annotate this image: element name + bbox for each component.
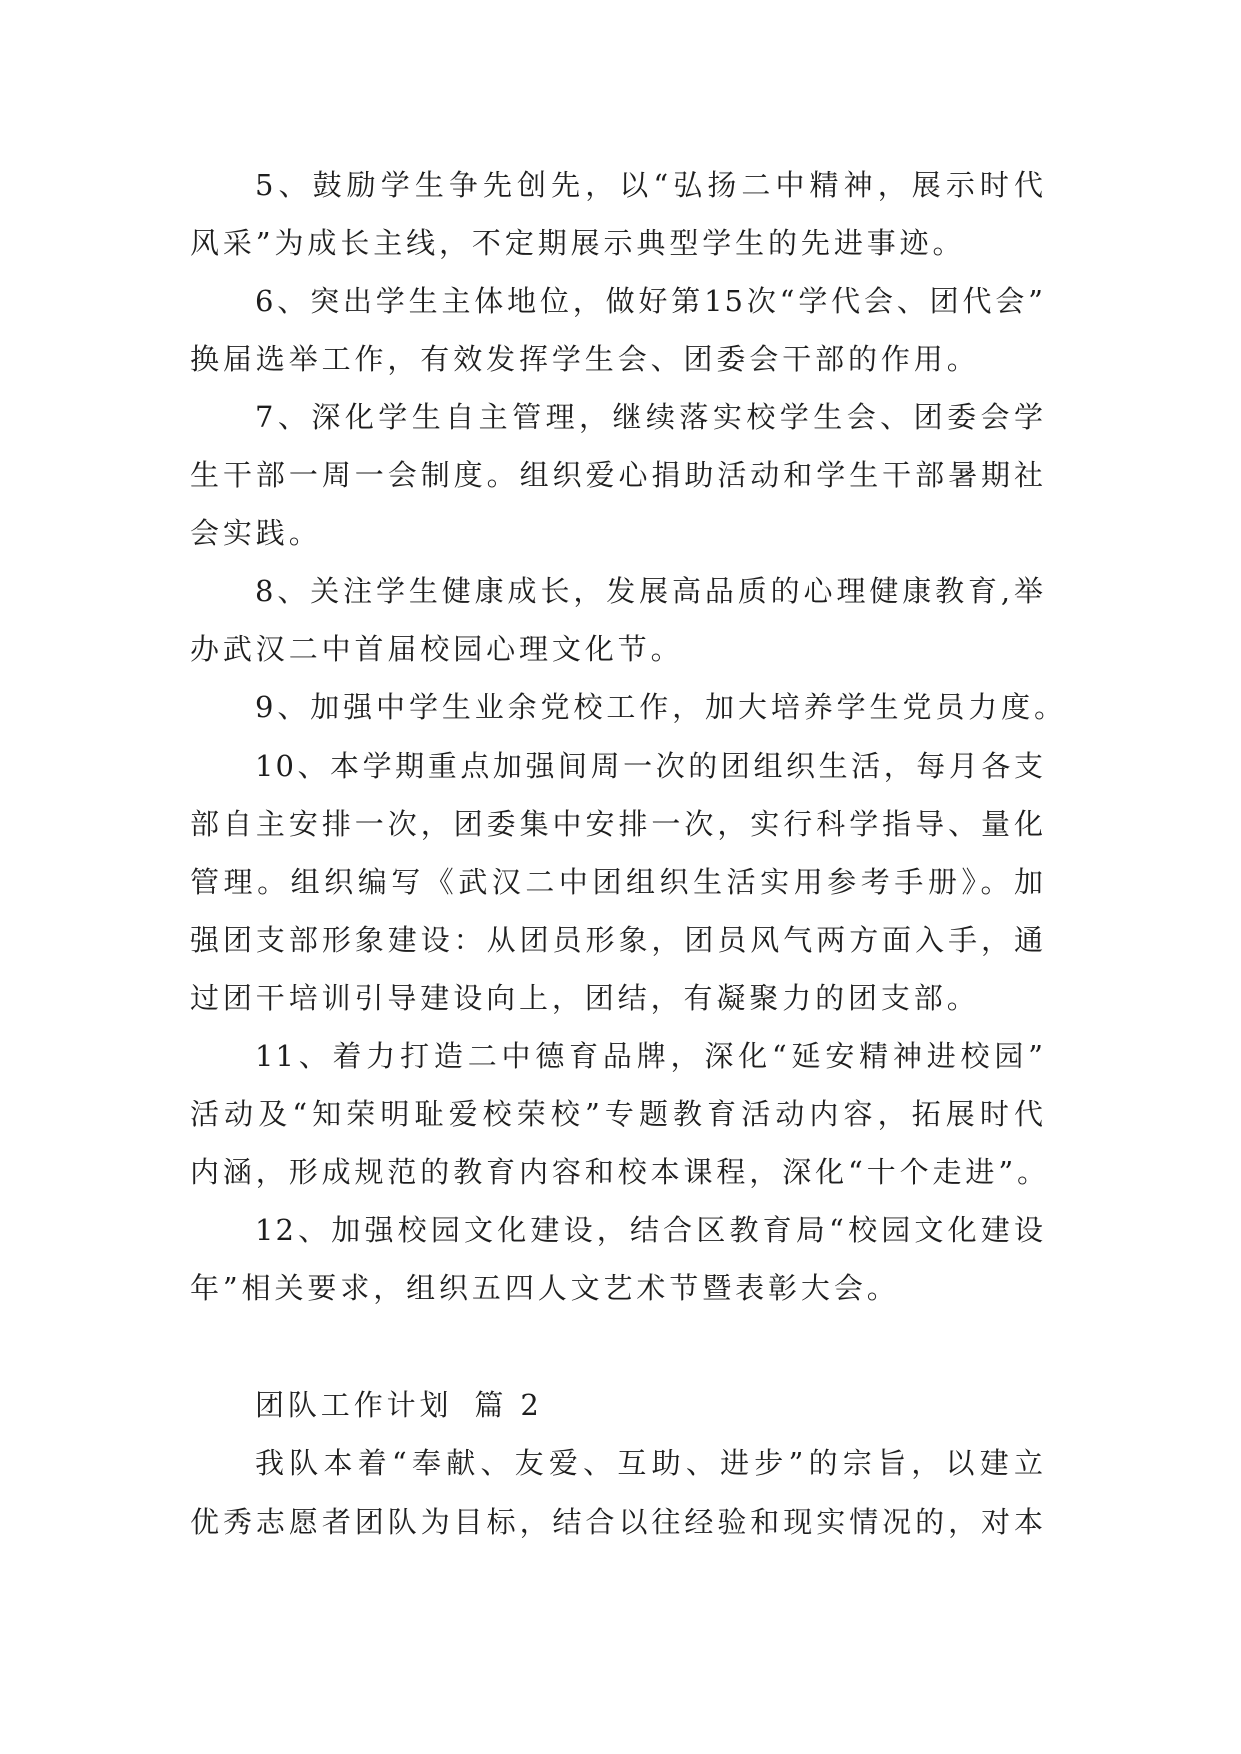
text-line: 年”相关要求，组织五四人文艺术节暨表彰大会。 [190,1271,900,1305]
text-line: 会实践。 [190,516,322,550]
text-line: 管理。组织编写《武汉二中团组织生活实用参考手册》。加 [190,865,1045,899]
text-line: 6、突出学生主体地位，做好第15次“学代会、团代会” [255,284,1045,318]
text-line: 10、本学期重点加强间周一次的团组织生活，每月各支 [255,749,1045,783]
section-number: 篇 2 [474,1388,543,1422]
text-line: 8、关注学生健康成长，发展高品质的心理健康教育,举 [255,574,1045,608]
text-line: 内涵，形成规范的教育内容和校本课程，深化“十个走进”。 [190,1155,1050,1189]
text-line: 强团支部形象建设：从团员形象，团员风气两方面入手，通 [190,923,1045,957]
text-line: 生干部一周一会制度。组织爱心捐助活动和学生干部暑期社 [190,458,1045,492]
text-line: 部自主安排一次，团委集中安排一次，实行科学指导、量化 [190,807,1045,841]
text-line: 5、鼓励学生争先创先，以“弘扬二中精神，展示时代 [255,168,1045,202]
text-line: 我队本着“奉献、友爱、互助、进步”的宗旨，以建立 [255,1446,1045,1480]
text-line: 活动及“知荣明耻爱校荣校”专题教育活动内容，拓展时代 [190,1097,1045,1131]
text-line: 过团干培训引导建设向上，团结，有凝聚力的团支部。 [190,981,980,1015]
section-heading [255,1383,543,1427]
section-title: 团队工作计划 [255,1388,453,1422]
text-line: 办武汉二中首届校园心理文化节。 [190,632,684,666]
text-line: 7、深化学生自主管理，继续落实校学生会、团委会学 [255,400,1045,434]
text-line: 11、着力打造二中德育品牌，深化“延安精神进校园” [255,1039,1045,1073]
text-line: 风采”为成长主线，不定期展示典型学生的先进事迹。 [190,226,966,260]
text-line: 优秀志愿者团队为目标，结合以往经验和现实情况的，对本 [190,1505,1045,1539]
text-line: 9、加强中学生业余党校工作，加大培养学生党员力度。 [255,690,1067,724]
text-line: 12、加强校园文化建设，结合区教育局“校园文化建设 [255,1213,1045,1247]
text-line: 换届选举工作，有效发挥学生会、团委会干部的作用。 [190,342,980,376]
